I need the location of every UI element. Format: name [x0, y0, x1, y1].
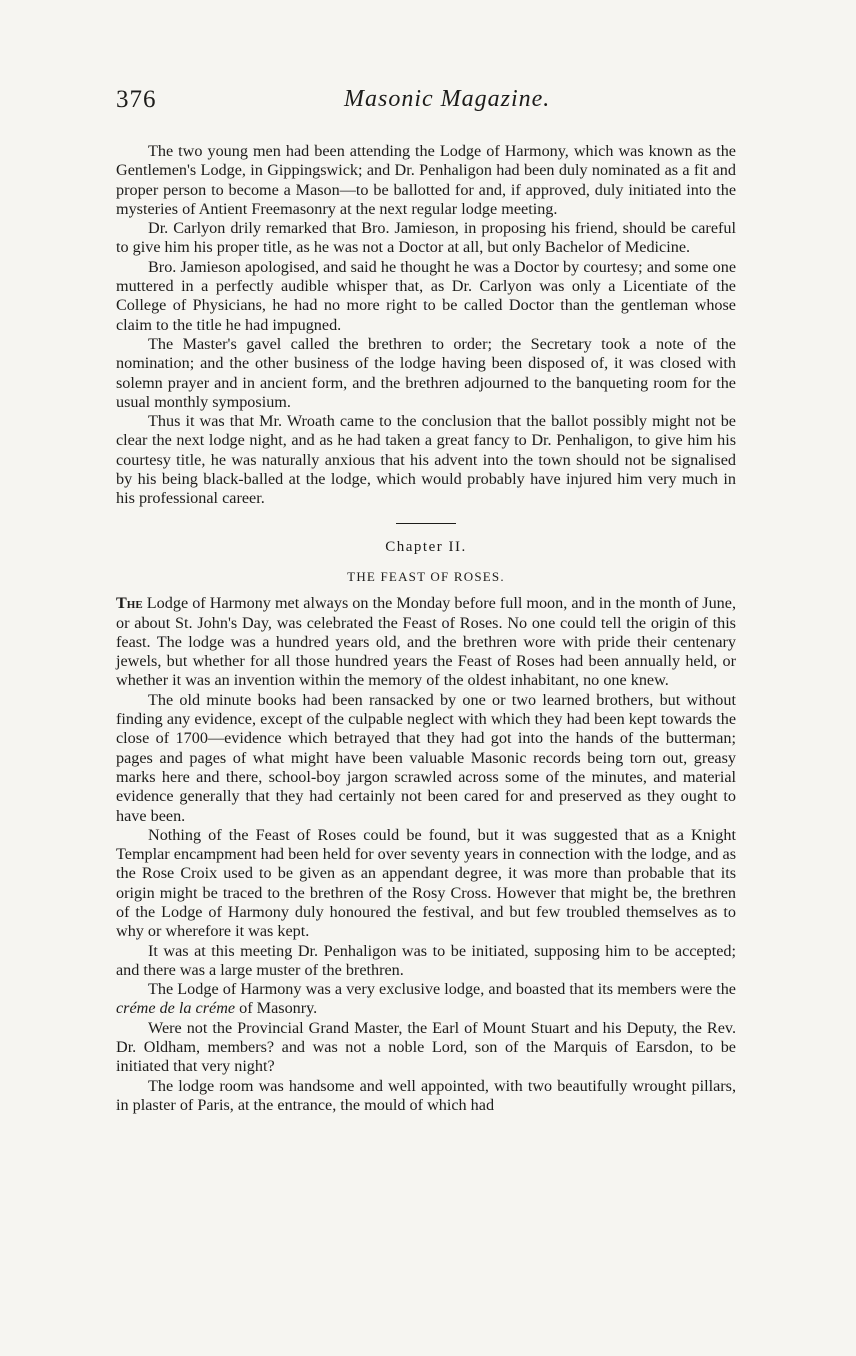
article-text: [116, 142, 736, 1115]
chapter-title: THE FEAST OF ROSES.: [347, 568, 505, 584]
paragraph: [116, 594, 736, 690]
paragraph: The old minute books had been ransacked by one or two learned brothers, but without finding any evidence, except of the culpable neglect with which they had been kept towards the close of 1700—evidence which betrayed that they had got into the hands of the butterman; pages and pages of what might have been valuable Masonic records being torn out, greasy marks here and there, school-boy jargon scrawled across some of the minutes, and material evidence generally that they had certainly not been cared for and preserved as they ought to have been.: [116, 690, 736, 825]
paragraph: It was at this meeting Dr. Penhaligon was to be initiated, supposing him to be accepted; and there was a large muster of the brethren.: [116, 941, 736, 979]
paragraph-text: Lodge of Harmony met always on the Monday before full moon, and in the month of June, or about St. John's Day, was celebrated the Feast of Roses. No one could tell the origin of this feast. The lodge was a hundred years old, and the brethren wore with pride their centenary jewels, but whether for all those hundred years the Feast of Roses had been annually held, or whether it was an invention within the memory of the oldest inhabitant, no one knew.: [116, 594, 737, 690]
chapter-heading: Chapter II.: [385, 538, 467, 555]
page-number: 376: [116, 86, 157, 113]
paragraph: The Master's gavel called the brethren to order; the Secretary took a note of the nomination; and the other business of the lodge having been disposed of, it was closed with solemn prayer and in ancient form, and the brethren adjourned to the banqueting room for the usual monthly symposium.: [116, 334, 736, 411]
magazine-title: Masonic Magazine.: [344, 86, 551, 112]
paragraph-text: of Masonry.: [239, 999, 318, 1018]
paragraph: Dr. Carlyon drily remarked that Bro. Jamieson, in proposing his friend, should be careful to give him his proper title, as he was not a Doctor at all, but only Bachelor of Medicine.: [116, 219, 736, 257]
paragraph: Were not the Provincial Grand Master, the Earl of Mount Stuart and his Deputy, the Rev. Dr. Oldham, members? and was not a noble Lord, son of the Marquis of Earsdon, to be initiated that very night?: [116, 1018, 736, 1076]
paragraph: The lodge room was handsome and well appointed, with two beautifully wrought pillars, in plaster of Paris, at the entrance, the mould of which had: [116, 1076, 736, 1114]
paragraph: Bro. Jamieson apologised, and said he thought he was a Doctor by courtesy; and some one muttered in a perfectly audible whisper that, as Dr. Carlyon was only a Licentiate of the College of Physicians, he had no more right to be called Doctor than the gentleman whose claim to the title he had impugned.: [116, 257, 736, 334]
lead-word: The: [116, 594, 143, 613]
paragraph: [116, 980, 736, 1019]
page-header: [116, 86, 736, 120]
paragraph: The two young men had been attending the Lodge of Harmony, which was known as the Gentlemen's Lodge, in Gippingswick; and Dr. Penhaligon had been duly nominated as a fit and proper person to become a Mason—to be ballotted for and, if approved, duly initiated into the mysteries of Antient Freemasonry at the next regular lodge meeting.: [116, 142, 736, 218]
emphasis: créme de la créme: [116, 999, 236, 1018]
paragraph-text: The Lodge of Harmony was a very exclusive lodge, and boasted that its members were the: [148, 980, 736, 999]
section-divider: [396, 523, 456, 524]
paragraph: Nothing of the Feast of Roses could be found, but it was suggested that as a Knight Templar encampment had been held for over seventy years in connection with the lodge, and as the Rose Croix used to be given as an appendant degree, it was more than probable that its origin might be traced to the brethren of the Rosy Cross. However that might be, the brethren of the Lodge of Harmony duly honoured the festival, and but few troubled themselves as to why or wherefore it was kept.: [116, 825, 736, 941]
paragraph: Thus it was that Mr. Wroath came to the conclusion that the ballot possibly might not be clear the next lodge night, and as he had taken a great fancy to Dr. Penhaligon, to give him his courtesy title, he was naturally anxious that his advent into the town should not be signalised by his being black-balled at the lodge, which would probably have injured him very much in his professional career.: [116, 412, 736, 508]
